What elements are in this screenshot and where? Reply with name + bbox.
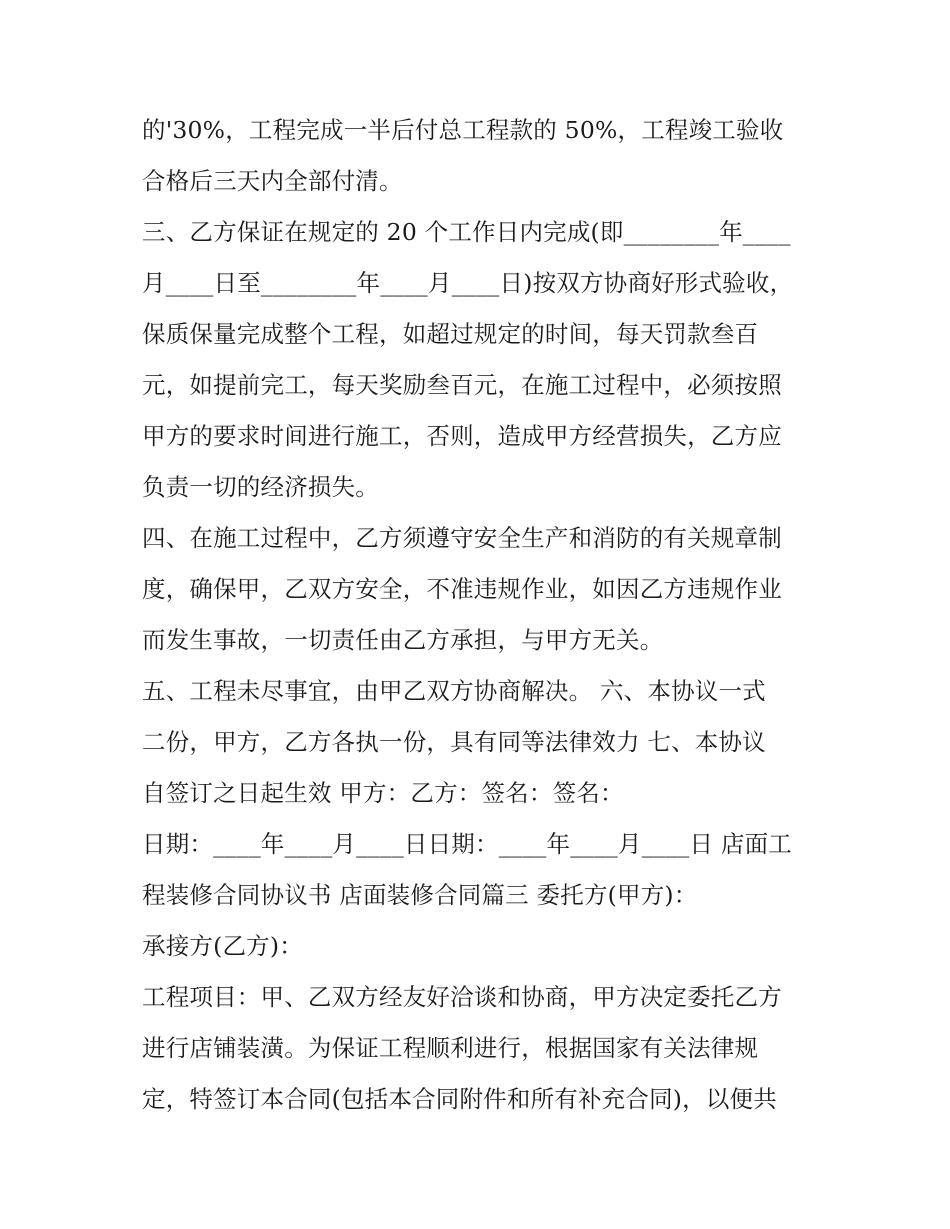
text-line: 合格后三天内全部付清。 [142, 167, 403, 195]
text-line: 自签订之日起生效 甲方：乙方：签名：签名： [142, 779, 624, 807]
text-line: 承接方(乙方)： [142, 932, 303, 960]
document-body [142, 105, 822, 1125]
text-line: 而发生事故，一切责任由乙方承担，与甲方无关。 [142, 626, 664, 654]
text-line: 元，如提前完工，每天奖励叁百元，在施工过程中，必须按照 [142, 371, 782, 399]
text-line: 定，特签订本合同(包括本合同附件和所有补充合同)，以便共 [142, 1085, 777, 1113]
text-line: 程装修合同协议书 店面装修合同篇三 委托方(甲方)： [142, 881, 698, 909]
text-line: 负责一切的经济损失。 [142, 473, 379, 501]
text-line: 进行店铺装潢。为保证工程顺利进行，根据国家有关法律规 [142, 1034, 759, 1062]
text-line: 二份，甲方，乙方各执一份，具有同等法律效力 七、本协议 [142, 728, 766, 756]
text-line: 度，确保甲，乙双方安全，不准违规作业，如因乙方违规作业 [142, 575, 782, 603]
text-line: 日期：____年____月____日日期：____年____月____日 店面工 [142, 830, 792, 858]
text-line: 工程项目：甲、乙双方经友好洽谈和协商，甲方决定委托乙方 [142, 983, 782, 1011]
text-line: 五、工程未尽事宜，由甲乙双方协商解决。 六、本协议一式 [142, 677, 766, 705]
text-line: 保质保量完成整个工程，如超过规定的时间，每天罚款叁百 [142, 320, 759, 348]
text-line: 甲方的要求时间进行施工，否则，造成甲方经营损失，乙方应 [142, 422, 782, 450]
text-line: 四、在施工过程中，乙方须遵守安全生产和消防的有关规章制 [142, 524, 782, 552]
text-line: 月____日至________年____月____日)按双方协商好形式验收， [142, 269, 794, 297]
text-line: 三、乙方保证在规定的 20 个工作日内完成(即________年____ [142, 218, 791, 246]
text-line: 的'30%，工程完成一半后付总工程款的 50%，工程竣工验收 [142, 116, 784, 144]
